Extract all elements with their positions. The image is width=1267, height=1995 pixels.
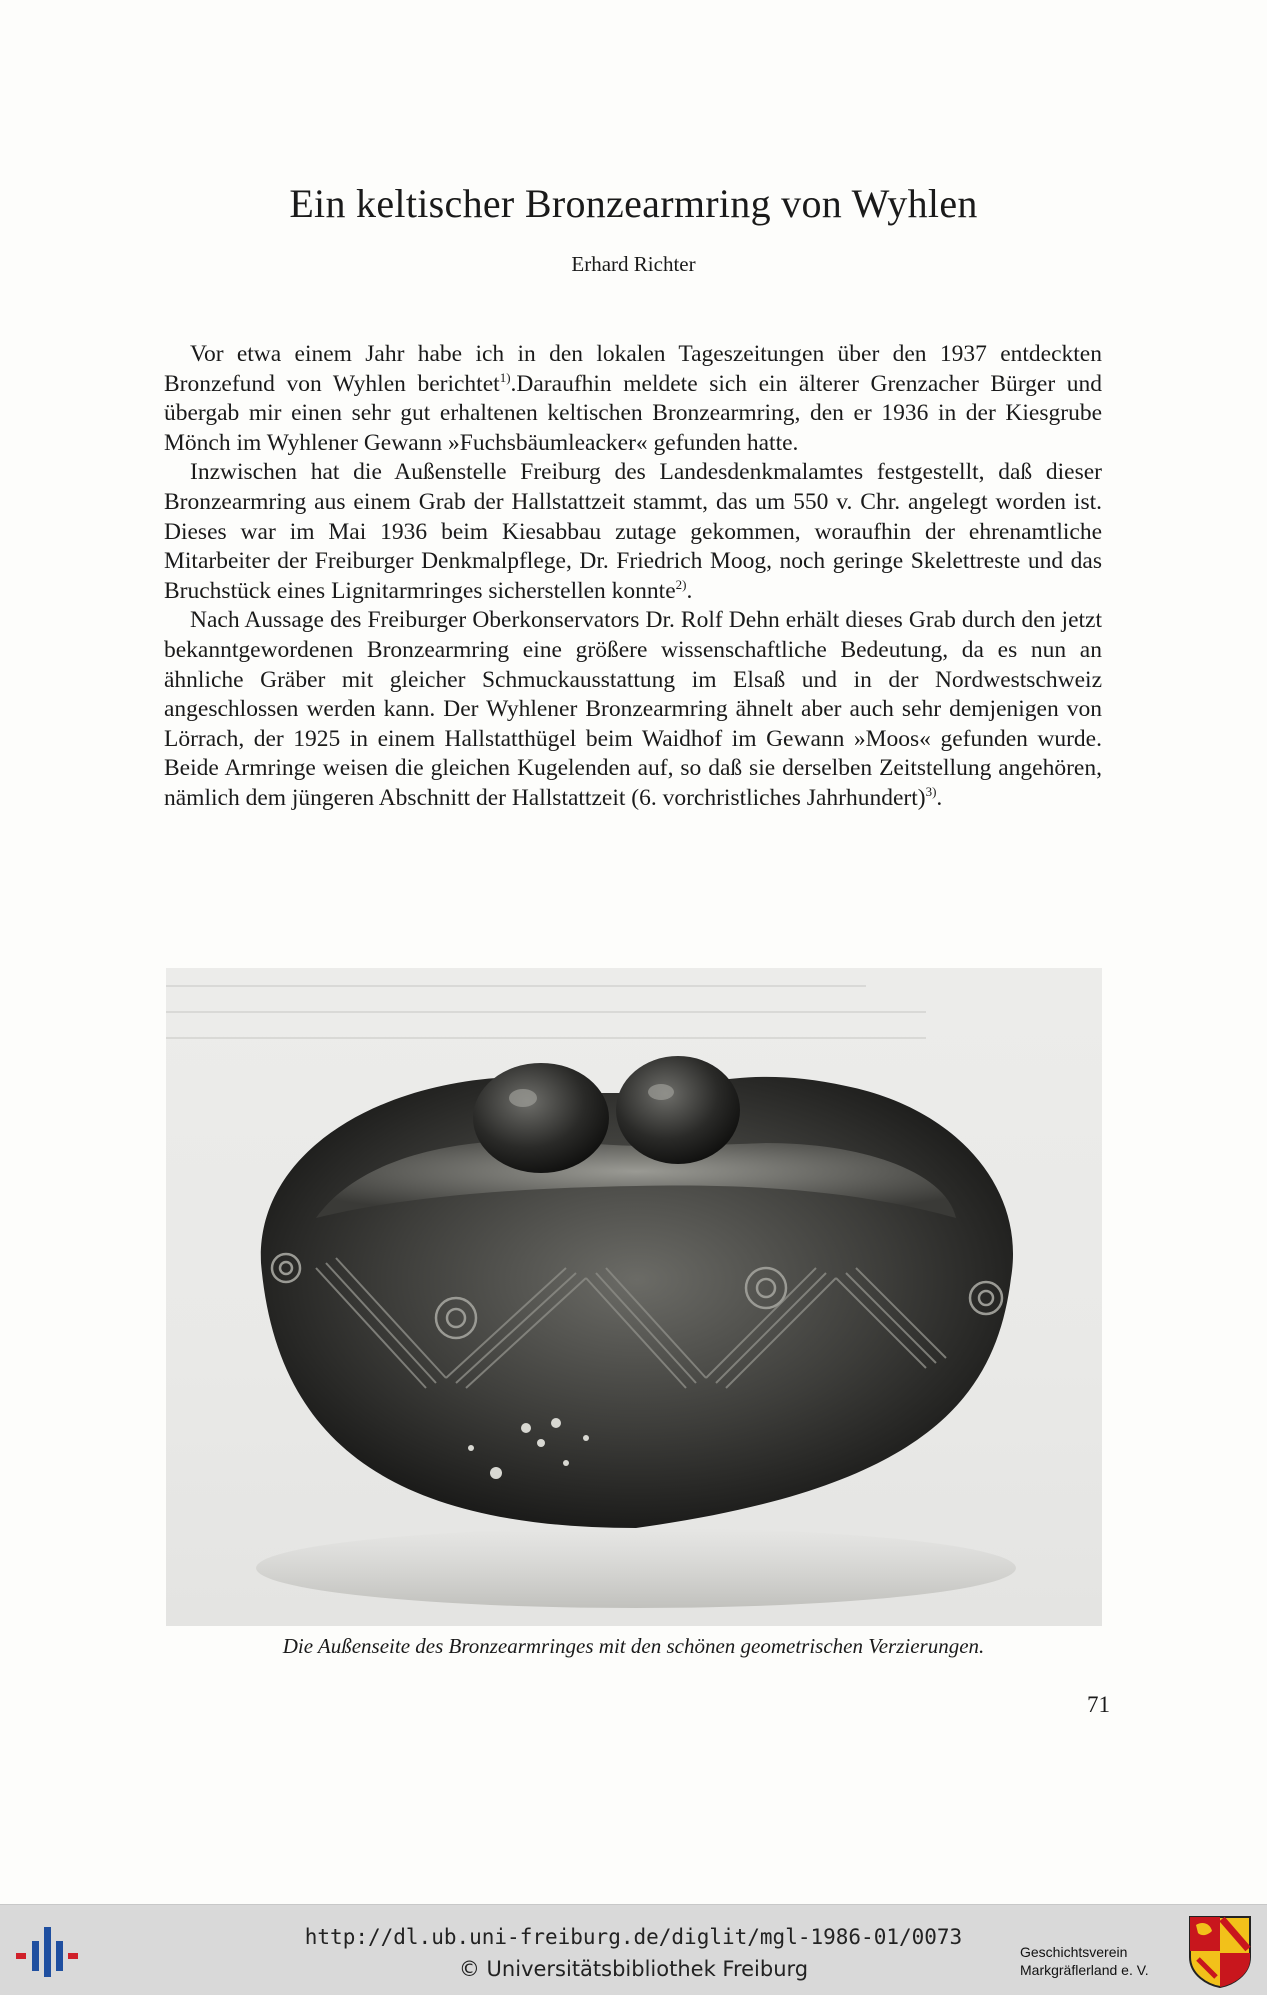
article-body <box>164 340 1102 814</box>
paragraph-3 <box>164 606 1102 813</box>
paragraph-text: Nach Aussage des Freiburger Oberkonservators Dr. Rolf Dehn erhält dieses Grab durch den jetzt bekanntgewordenen Bronzearmring eine größere wissenschaftliche Bedeutung, da es nun an ähnliche Gräber mit gleicher Schmuckausstattung im Elsaß und in der Nordwestschweiz angeschlossen werden kann. Der Wyhlener Bronzearmring ähnelt aber auch sehr demjenigen von Lörrach, der 1925 in einem Hallstatthügel beim Waidhof im Gewann »Moos« gefunden wurde. Beide Armringe weisen die gleichen Kugelenden auf, so daß sie derselben Zeitstellung angehören, nämlich dem jüngeren Abschnitt der Hallstattzeit (6. vorchristliches Jahrhundert) <box>164 607 1102 811</box>
bracelet-photo <box>166 968 1102 1626</box>
figure-caption: Die Außenseite des Bronzearmringes mit den schönen geometrischen Verzierungen. <box>282 1634 985 1658</box>
paragraph-text: Vor etwa einem Jahr habe ich in den lokalen Tageszeitungen über den 1937 entdeckten Bronzefund von Wyhlen berichtet <box>164 341 1102 397</box>
society-name-line1: Geschichtsverein <box>1020 1944 1128 1960</box>
footnote-ref: 3) <box>925 784 937 800</box>
copyright-notice: © Universitätsbibliothek Freiburg <box>458 1957 809 1981</box>
paragraph-1 <box>164 340 1102 458</box>
article-title: Ein keltischer Bronzearmring von Wyhlen <box>289 181 978 226</box>
footer-bar <box>0 1904 1267 1995</box>
footnote-ref: 1) <box>499 369 511 385</box>
paragraph-text: .Daraufhin meldete sich ein älterer Grenzacher Bürger und übergab mir einen sehr gut erhaltenen keltischen Bronzearmring, den er 1936 in der Kiesgrube Mönch im Wyhlener Gewann »Fuchsbäumleacker« gefunden hatte. <box>164 370 1103 456</box>
society-name-line2: Markgräflerland e. V. <box>1020 1962 1149 1978</box>
coat-of-arms-icon[interactable] <box>1188 1915 1252 1989</box>
footnote-ref: 2) <box>675 576 687 592</box>
paragraph-text: . <box>936 784 943 811</box>
page-number: 71 <box>1087 1692 1110 1717</box>
paragraph-text: . <box>686 577 693 604</box>
paragraph-text: Inzwischen hat die Außenstelle Freiburg des Landesdenkmalamtes festgestellt, daß dieser Bronzearmring aus einem Grab der Hallstattzeit stammt, das um 550 v. Chr. angelegt worden ist. Dieses war im Mai 1936 beim Kiesabbau zutage gekommen, woraufhin der ehrenamtliche Mitarbeiter der Freiburger Denkmalpflege, Dr. Friedrich Moog, noch geringe Skelettreste und das Bruchstück eines Lignitarmringes sicherstellen konnte <box>164 459 1102 604</box>
article-author: Erhard Richter <box>571 252 696 276</box>
society-name <box>1020 1943 1180 1979</box>
document-url-link[interactable]: http://dl.ub.uni-freiburg.de/diglit/mgl-1986-01/0073 <box>304 1925 963 1949</box>
paragraph-2 <box>164 458 1102 606</box>
